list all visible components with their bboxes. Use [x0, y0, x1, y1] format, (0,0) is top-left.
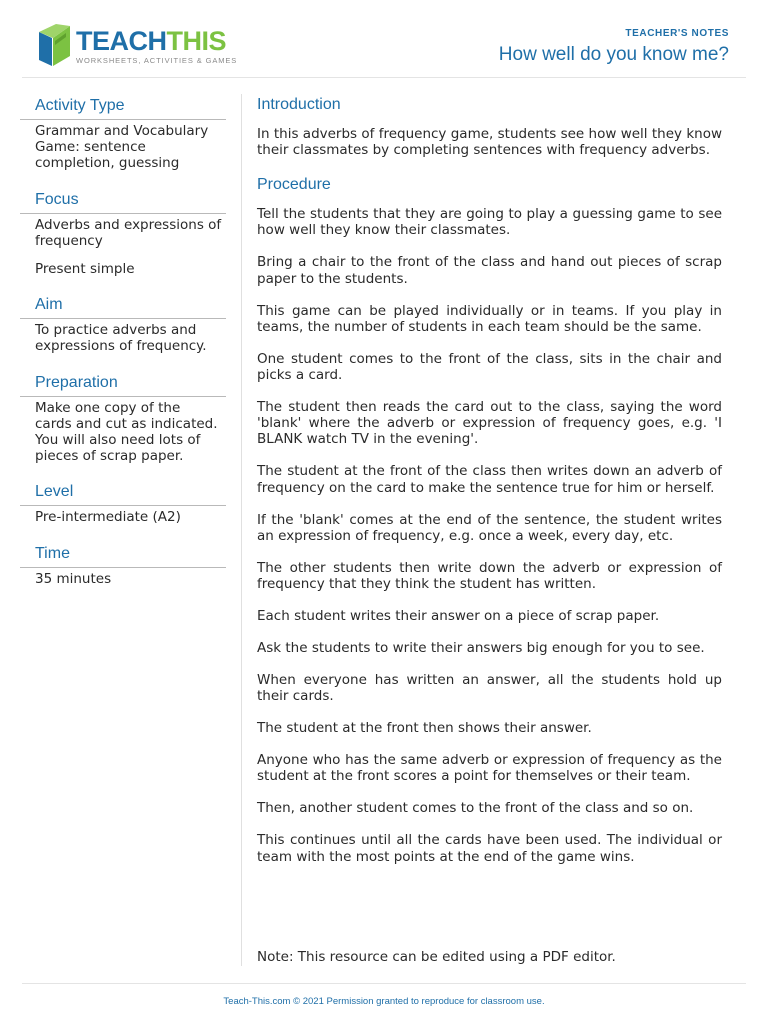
sidebar	[20, 94, 226, 603]
procedure-step: This game can be played individually or in teams. If you play in teams, the number of students in each team should be the same.	[257, 302, 722, 335]
logo-tagline: WORKSHEETS, ACTIVITIES & GAMES	[76, 56, 238, 65]
procedure-step: Bring a chair to the front of the class and hand out pieces of scrap paper to the students.	[257, 254, 722, 287]
procedure-step: The student then reads the card out to the class, saying the word 'blank' where the adverb or expression of frequency goes, e.g. 'I BLANK watch TV in the evening'.	[257, 399, 722, 448]
logo-wordmark	[76, 26, 226, 56]
activity-type-body	[20, 120, 226, 172]
focus-text: Present simple	[35, 261, 135, 278]
teachers-notes-label: TEACHER'S NOTES	[625, 28, 729, 39]
preparation-text: Make one copy of the cards and cut as indicated. You will also need lots of pieces of scrap paper.	[35, 399, 218, 465]
editing-note: Note: This resource can be edited using a PDF editor.	[257, 949, 616, 965]
book-icon	[36, 22, 74, 68]
focus-section	[20, 188, 226, 278]
procedure-step: Each student writes their answer on a piece of scrap paper.	[257, 608, 660, 625]
procedure-step: Tell the students that they are going to play a guessing game to see how well they know their classmates.	[257, 206, 722, 239]
procedure-list	[257, 206, 722, 865]
level-text: Pre-intermediate (A2)	[35, 509, 181, 526]
procedure-step: Ask the students to write their answers big enough for you to see.	[257, 640, 705, 657]
time-body	[20, 568, 226, 587]
procedure-step: Anyone who has the same adverb or expression of frequency as the student at the front scores a point for themselves or their team.	[257, 752, 722, 785]
preparation-heading: Preparation	[20, 371, 226, 397]
focus-heading: Focus	[20, 188, 226, 214]
procedure-heading: Procedure	[257, 176, 331, 194]
procedure-step: The student at the front then shows their answer.	[257, 720, 592, 737]
procedure-step: Then, another student comes to the front of the class and so on.	[257, 800, 694, 817]
time-section	[20, 542, 226, 587]
preparation-body	[20, 397, 226, 465]
document-title: How well do you know me?	[498, 44, 729, 65]
activity-type-text: Grammar and Vocabulary Game: sentence completion, guessing	[35, 123, 209, 172]
logo-teach: TEACH	[76, 26, 167, 56]
procedure-step: The other students then write down the adverb or expression of frequency that they think the student has written.	[257, 559, 722, 593]
logo-this: THIS	[166, 26, 227, 56]
footer-divider	[22, 983, 746, 984]
activity-type-heading: Activity Type	[20, 94, 226, 120]
procedure-step: If the 'blank' comes at the end of the sentence, the student writes an expression of frequency, e.g. once a week, every day, etc.	[257, 511, 722, 544]
page-header	[22, 0, 746, 78]
introduction-text: In this adverbs of frequency game, students see how well they know their classmates by completing sentences with frequency adverbs.	[257, 126, 722, 159]
focus-text: Adverbs and expressions of frequency	[35, 216, 222, 249]
aim-section	[20, 293, 226, 354]
time-text: 35 minutes	[35, 570, 112, 587]
main-content	[257, 94, 722, 881]
procedure-step: The student at the front of the class then writes down an adverb of frequency on the card to make the sentence true for him or herself.	[257, 463, 722, 496]
aim-heading: Aim	[20, 293, 226, 319]
level-body	[20, 506, 226, 525]
time-heading: Time	[20, 542, 226, 568]
preparation-section	[20, 371, 226, 465]
procedure-step: One student comes to the front of the class, sits in the chair and picks a card.	[257, 350, 722, 384]
activity-type-section	[20, 94, 226, 172]
aim-text: To practice adverbs and expressions of frequency.	[35, 322, 207, 355]
procedure-step: This continues until all the cards have been used. The individual or team with the most points at the end of the game wins.	[257, 832, 722, 865]
level-heading: Level	[20, 480, 226, 506]
level-section	[20, 480, 226, 525]
focus-body	[20, 214, 226, 278]
footer-copyright[interactable]: Teach-This.com © 2021 Permission granted to reproduce for classroom use.	[223, 996, 545, 1007]
aim-body	[20, 319, 226, 354]
column-divider	[241, 94, 242, 966]
introduction-heading: Introduction	[257, 96, 341, 113]
procedure-step: When everyone has written an answer, all the students hold up their cards.	[257, 672, 722, 705]
teach-this-logo[interactable]	[36, 22, 236, 70]
